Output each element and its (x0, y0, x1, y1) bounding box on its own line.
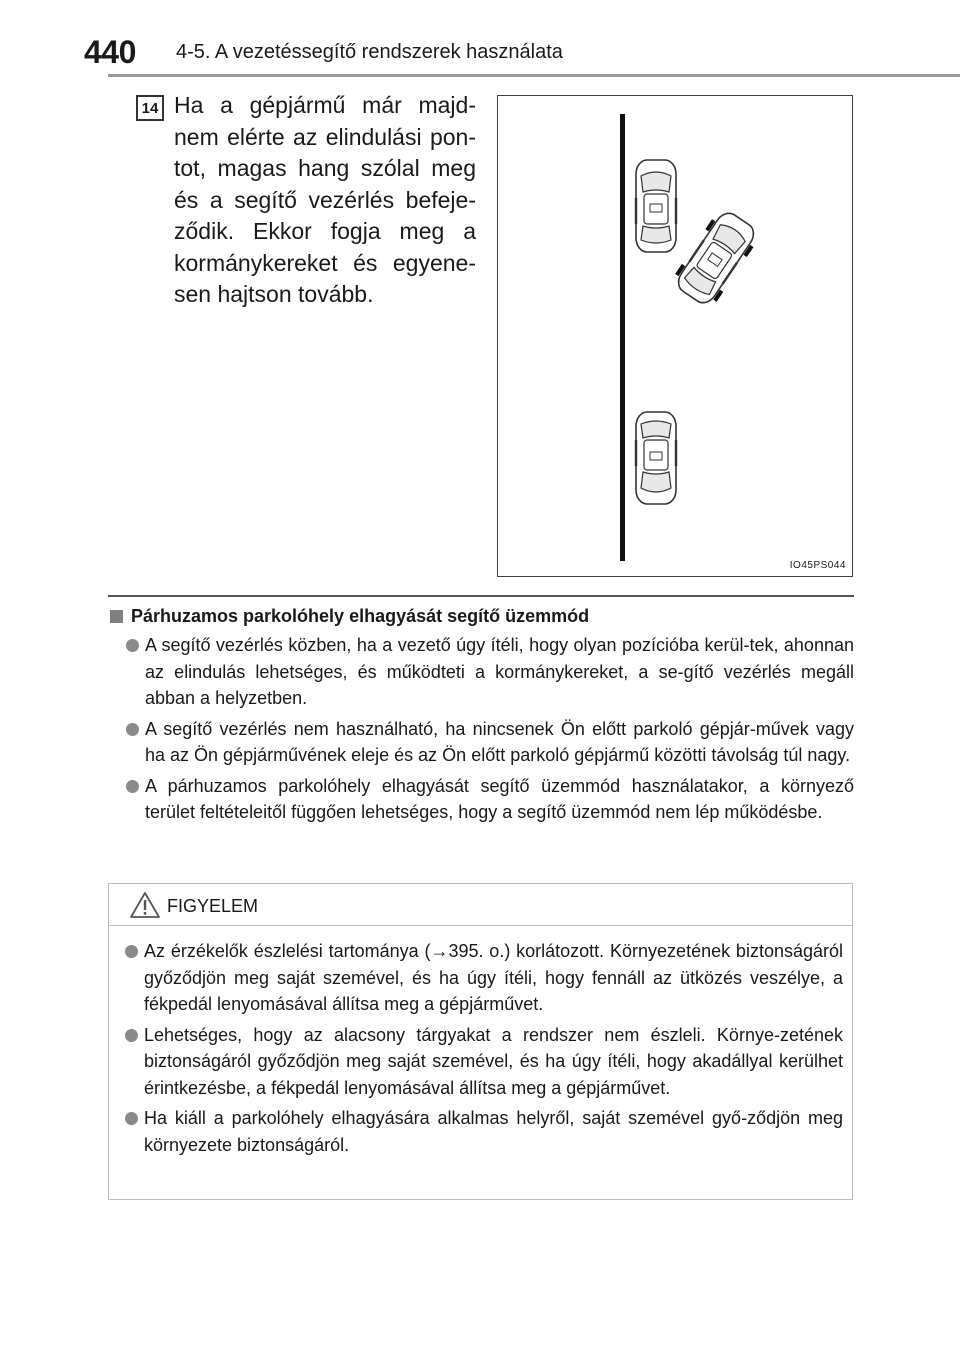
page-number: 440 (84, 34, 136, 70)
warning-box (108, 883, 853, 1200)
bullet-dot-icon (125, 1029, 138, 1042)
list-item: Az érzékelők észlelési tartománya (→395. o.) korlátozott. Környezetének biztonságáról győződjön meg saját szemével, és ha úgy ítéli, hogy fennáll az ütközés veszélye, a fékpedál lenyomásával állítsa meg a gépjárművet. (125, 938, 843, 1018)
list-item: Lehetséges, hogy az alacsony tárgyakat a rendszer nem észleli. Környe-zetének biztonságáról győződjön meg saját szemével, és ha úgy ítéli, hogy akadállyal kerülhet érintkezésbe, a fékpedál lenyomásával állítsa meg a gépjárművet. (125, 1022, 843, 1102)
figure-code: IO45PS044 (789, 560, 846, 571)
square-bullet-icon (110, 610, 123, 623)
step-badge: 14 (136, 95, 164, 121)
page-header (0, 0, 960, 80)
subsection-heading (110, 606, 589, 627)
list-item: A segítő vezérlés közben, ha a vezető úgy ítéli, hogy olyan pozícióba kerül-tek, ahonnan az elindulás lehetséges, és működteti a kormánykereket, a se-gítő vezérlés megáll abban a helyzetben. (126, 632, 854, 712)
warning-list (125, 938, 843, 1162)
header-rule (108, 74, 960, 77)
subsection-title: Párhuzamos parkolóhely elhagyását segítő üzemmód (131, 606, 590, 626)
section-divider (108, 595, 854, 597)
warning-header (109, 884, 852, 926)
bullet-dot-icon (126, 780, 139, 793)
warning-triangle-icon (129, 891, 161, 919)
curb-line (620, 114, 625, 561)
bullet-dot-icon (125, 945, 138, 958)
parking-figure (497, 95, 853, 577)
section-title: 4-5. A vezetéssegítő rendszerek használata (176, 41, 563, 63)
bullet-dot-icon (126, 639, 139, 652)
bullet-list (126, 632, 854, 830)
list-item: Ha kiáll a parkolóhely elhagyására alkalmas helyről, saját szemével győ-ződjön meg környezete biztonságáról. (125, 1105, 843, 1158)
list-item: A segítő vezérlés nem használható, ha nincsenek Ön előtt parkoló gépjár-művek vagy ha az Ön gépjárművének eleje és az Ön előtt parkoló gépjármű közötti távolság túl nagy. (126, 716, 854, 769)
warning-title: FIGYELEM (167, 896, 259, 916)
car-parking-illustration (498, 96, 854, 578)
bullet-dot-icon (125, 1112, 138, 1125)
step-text: Ha a gépjármű már majd-nem elérte az elindulási pon-tot, magas hang szólal meg és a segítő vezérlés befeje-ződik. Ekkor fogja meg a kormánykereket és egyene-sen hajtson tovább. (174, 92, 476, 307)
bullet-dot-icon (126, 723, 139, 736)
list-item: A párhuzamos parkolóhely elhagyását segítő üzemmód használatakor, a környező terület feltételeitől függően lehetséges, hogy a segítő üzemmód nem lép működésbe. (126, 773, 854, 826)
